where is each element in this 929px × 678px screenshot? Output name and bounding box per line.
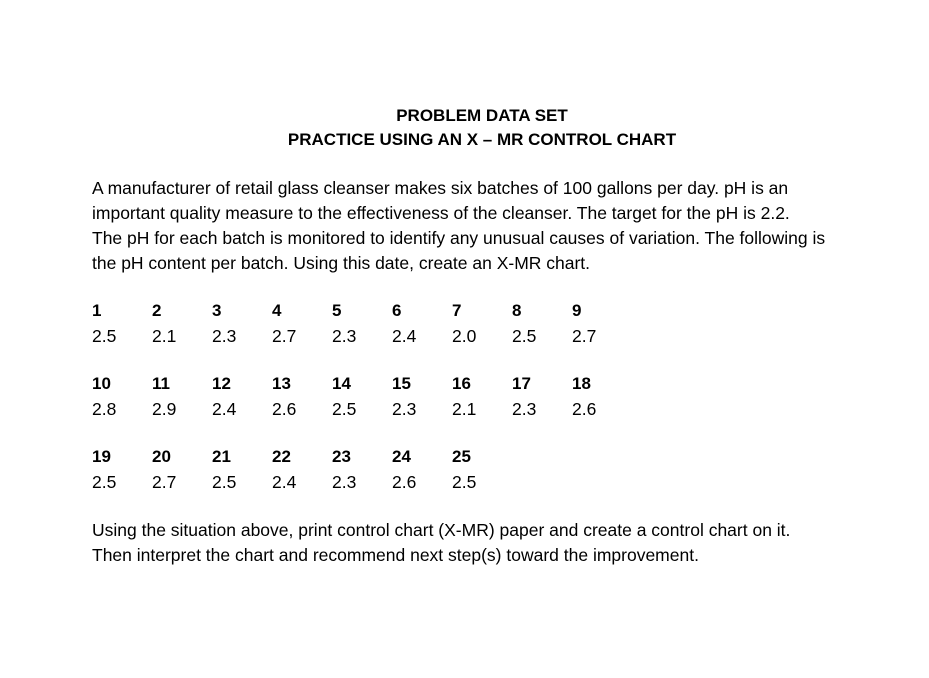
batch-number: 19 <box>92 447 111 466</box>
batch-ph-value: 2.1 <box>152 326 177 346</box>
closing-line-2: Then interpret the chart and recommend next step(s) toward the improvement. <box>92 545 699 565</box>
batch-cell <box>92 372 152 422</box>
batch-cell <box>452 299 512 349</box>
batch-number: 3 <box>212 301 222 320</box>
batch-cell <box>392 445 452 495</box>
batch-cell <box>212 372 272 422</box>
batch-cell <box>212 299 272 349</box>
batch-ph-value: 2.3 <box>512 399 537 419</box>
intro-paragraph <box>92 176 892 276</box>
batch-number: 2 <box>152 301 162 320</box>
batch-ph-value: 2.5 <box>92 472 117 492</box>
batch-number: 9 <box>572 301 582 320</box>
batch-number: 11 <box>152 374 170 393</box>
batch-number: 17 <box>512 374 531 393</box>
batch-cell <box>272 299 332 349</box>
batch-cell <box>152 372 212 422</box>
batch-number: 10 <box>92 374 111 393</box>
batch-cell <box>392 299 452 349</box>
batch-ph-value: 2.6 <box>392 472 417 492</box>
batch-number: 15 <box>392 374 411 393</box>
batch-ph-value: 2.1 <box>452 399 477 419</box>
intro-line-2: important quality measure to the effectiveness of the cleanser. The target for the pH is 2.2. <box>92 203 790 223</box>
batch-cell <box>452 445 512 495</box>
batch-number: 22 <box>272 447 291 466</box>
batch-cell <box>512 299 572 349</box>
batch-number: 1 <box>92 301 102 320</box>
batch-row-2 <box>92 372 652 422</box>
intro-line-1: A manufacturer of retail glass cleanser makes six batches of 100 gallons per day. pH is an <box>92 178 789 198</box>
batch-ph-value: 2.3 <box>212 326 237 346</box>
closing-paragraph <box>92 518 892 568</box>
batch-ph-value: 2.9 <box>152 399 177 419</box>
batch-ph-value: 2.4 <box>272 472 297 492</box>
batch-number: 4 <box>272 301 282 320</box>
batch-row-1 <box>92 299 652 349</box>
batch-cell <box>572 299 632 349</box>
batch-ph-value: 2.7 <box>572 326 597 346</box>
batch-number: 18 <box>572 374 591 393</box>
batch-ph-value: 2.6 <box>572 399 597 419</box>
batch-ph-value: 2.7 <box>152 472 177 492</box>
batch-cell <box>512 372 572 422</box>
batch-cell <box>392 372 452 422</box>
batch-row-3 <box>92 445 652 495</box>
batch-ph-value: 2.3 <box>332 472 357 492</box>
batch-number: 16 <box>452 374 471 393</box>
batch-cell <box>332 372 392 422</box>
batch-number: 24 <box>392 447 411 466</box>
batch-number: 23 <box>332 447 351 466</box>
batch-cell <box>92 299 152 349</box>
title-line-2: PRACTICE USING AN X – MR CONTROL CHART <box>287 130 677 149</box>
batch-cell <box>212 445 272 495</box>
batch-ph-value: 2.3 <box>392 399 417 419</box>
batch-ph-value: 2.5 <box>332 399 357 419</box>
batch-ph-value: 2.7 <box>272 326 297 346</box>
batch-cell <box>572 372 632 422</box>
closing-line-1: Using the situation above, print control chart (X-MR) paper and create a control chart on it. <box>92 520 791 540</box>
batch-cell <box>92 445 152 495</box>
batch-number: 6 <box>392 301 402 320</box>
batch-number: 13 <box>272 374 291 393</box>
batch-ph-value: 2.5 <box>92 326 117 346</box>
intro-line-4: the pH content per batch. Using this date, create an X-MR chart. <box>92 253 591 273</box>
batch-ph-value: 2.4 <box>392 326 417 346</box>
intro-line-3: The pH for each batch is monitored to identify any unusual causes of variation. The following is <box>92 228 826 248</box>
batch-ph-value: 2.0 <box>452 326 477 346</box>
batch-ph-value: 2.3 <box>332 326 357 346</box>
title-line-1: PROBLEM DATA SET <box>396 106 568 125</box>
batch-ph-value: 2.5 <box>212 472 237 492</box>
batch-ph-value: 2.8 <box>92 399 117 419</box>
batch-ph-value: 2.5 <box>512 326 537 346</box>
batch-cell <box>152 299 212 349</box>
batch-number: 7 <box>452 301 462 320</box>
batch-number: 21 <box>212 447 231 466</box>
batch-ph-value: 2.5 <box>452 472 477 492</box>
batch-cell <box>332 445 392 495</box>
batch-number: 20 <box>152 447 171 466</box>
batch-cell <box>272 445 332 495</box>
batch-cell <box>152 445 212 495</box>
batch-ph-value: 2.4 <box>212 399 237 419</box>
batch-number: 14 <box>332 374 351 393</box>
batch-cell <box>272 372 332 422</box>
batch-cell <box>452 372 512 422</box>
batch-cell <box>332 299 392 349</box>
batch-ph-value: 2.6 <box>272 399 297 419</box>
batch-number: 5 <box>332 301 342 320</box>
page-title <box>0 104 929 152</box>
batch-number: 8 <box>512 301 522 320</box>
batch-number: 12 <box>212 374 231 393</box>
batch-number: 25 <box>452 447 471 466</box>
